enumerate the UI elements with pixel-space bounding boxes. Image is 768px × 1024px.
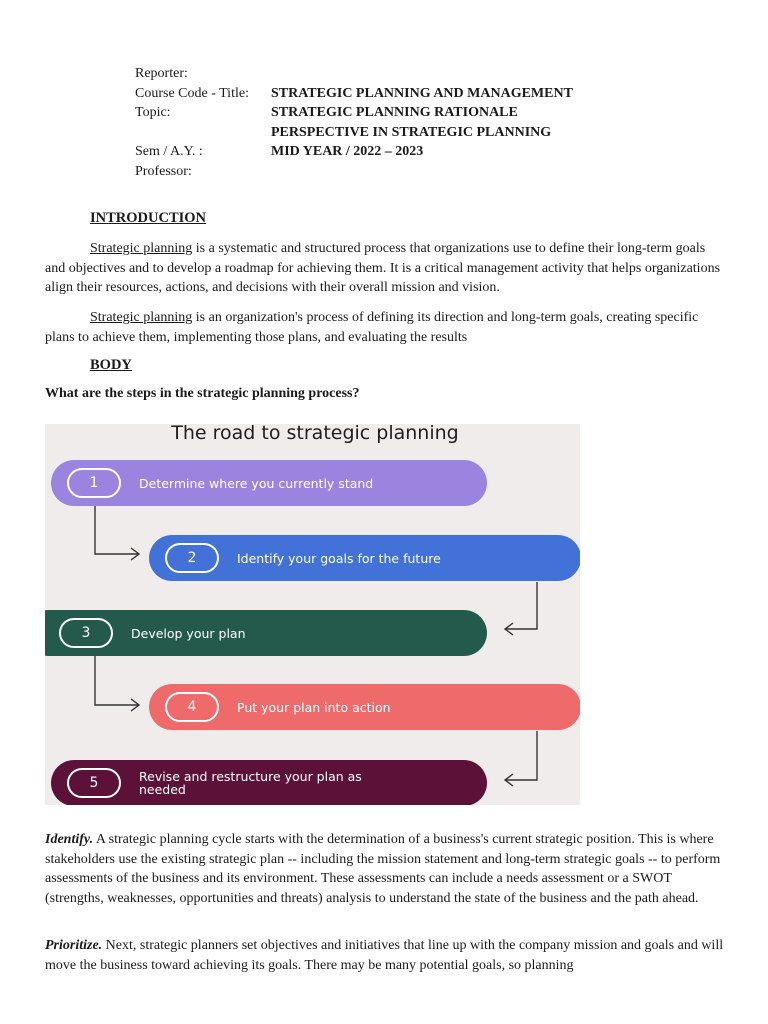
header-value: STRATEGIC PLANNING AND MANAGEMENT: [271, 85, 573, 101]
step-3: [45, 610, 487, 656]
steps-question: What are the steps in the strategic planning process?: [45, 386, 360, 401]
step-number: 5: [67, 768, 121, 798]
header-row-reporter: [135, 64, 735, 84]
step-text: Determine where you currently stand: [139, 475, 374, 491]
report-header: [135, 64, 735, 181]
identify-paragraph: [45, 830, 725, 908]
infographic-title: The road to strategic planning: [171, 424, 459, 444]
header-row-professor: [135, 162, 735, 182]
step-text: Put your plan into action: [237, 699, 391, 715]
prioritize-paragraph: [45, 936, 725, 975]
term-prioritize: Prioritize.: [45, 938, 103, 953]
header-value: PERSPECTIVE IN STRATEGIC PLANNING: [271, 124, 552, 140]
intro-p1-text: is a systematic and structured process that organizations use to define their long-term goals and objectives and to develop a roadmap for achieving them. It is a critical management activity that helps organizations align their resources, actions, and decisions with their overall mission and vision.: [45, 241, 721, 295]
introduction-heading: INTRODUCTION: [90, 210, 207, 226]
intro-paragraph-2: [45, 308, 725, 347]
header-label: Reporter:: [135, 66, 188, 81]
step-5: [51, 760, 487, 805]
header-label: Topic:: [135, 105, 171, 120]
step-text: Develop your plan: [131, 625, 246, 641]
step-4: [149, 684, 580, 730]
term-identify: Identify.: [45, 832, 94, 847]
intro-p2-text: is an organization's process of defining its direction and long-term goals, creating specific plans to achieve them, implementing those plans, and evaluating the results: [45, 310, 699, 345]
step-2: [149, 535, 580, 581]
step-text: Revise and restructure your plan as needed: [139, 769, 362, 797]
header-label: Course Code - Title:: [135, 85, 249, 101]
step-number: 4: [165, 692, 219, 722]
intro-paragraph-1: [45, 239, 725, 298]
step-number: 2: [165, 543, 219, 573]
term-strategic-planning: Strategic planning: [90, 241, 193, 256]
term-strategic-planning: Strategic planning: [90, 310, 193, 325]
header-label: Professor:: [135, 163, 192, 179]
header-label: Sem / A.Y. :: [135, 144, 203, 159]
identify-text: A strategic planning cycle starts with the determination of a business's current strategic position. This is where stakeholders use the existing strategic plan -- including the mission statement and long-term strategic goals -- to perform assessments of the business and its environment. These assessments can include a needs assessment or a SWOT (strengths, weaknesses, opportunities and threats) analysis to understand the state of the business and the path ahead.: [45, 832, 721, 906]
header-value: MID YEAR / 2022 – 2023: [271, 144, 424, 159]
step-text: Identify your goals for the future: [237, 550, 441, 566]
header-row-course: [135, 84, 735, 104]
header-row-sem: [135, 142, 735, 162]
header-row-topic: [135, 103, 735, 123]
header-value: STRATEGIC PLANNING RATIONALE: [271, 105, 518, 120]
step-number: 1: [67, 468, 121, 498]
prioritize-text: Next, strategic planners set objectives and initiatives that line up with the company mission and goals and will move the business toward achieving its goals. There may be many potential goals, so planning: [45, 938, 724, 973]
body-heading: BODY: [90, 357, 132, 373]
step-1: [51, 460, 487, 506]
strategic-planning-infographic: [45, 424, 580, 805]
step-number: 3: [59, 618, 113, 648]
header-label: [135, 123, 271, 143]
header-row-topic-cont: [135, 123, 735, 143]
